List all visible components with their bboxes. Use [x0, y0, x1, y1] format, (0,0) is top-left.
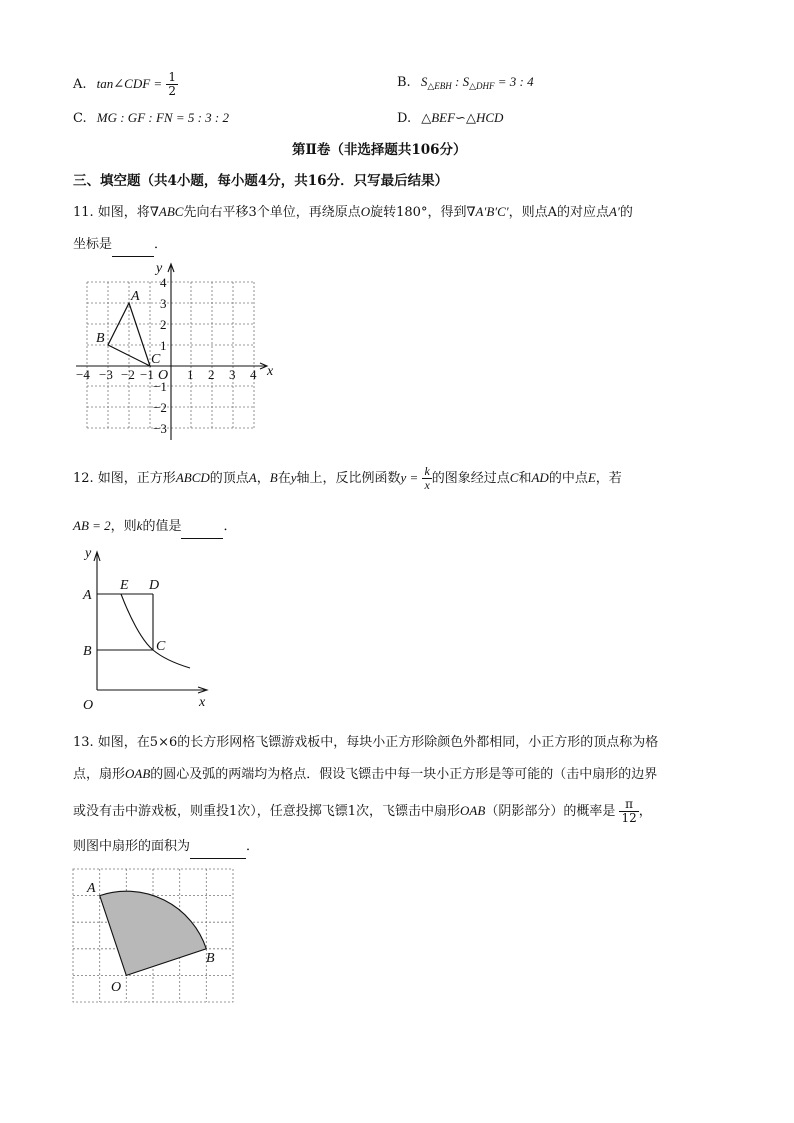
section-three-title: 三、填空题（共4小题，每小题4分，共16分．只写最后结果） — [73, 173, 449, 189]
q12-axis-y-label: y — [85, 546, 92, 561]
q12-math-ab-eq-2: AB = 2 — [73, 518, 111, 533]
q13-point-o-label: O — [111, 980, 122, 995]
q13-point-b-label: B — [206, 951, 215, 966]
q11-origin-label: O — [158, 368, 169, 383]
option-b-rhs: = 3 : 4 — [494, 74, 534, 89]
q13-math-oab: OAB — [125, 766, 151, 781]
q11-y-tick-3: 3 — [160, 296, 167, 311]
q12-math-b: B — [269, 470, 278, 485]
q12-point-c-label: C — [156, 639, 166, 654]
option-d-label: D. — [397, 111, 412, 126]
q11-text-c: 旋转180°，得到 — [370, 205, 467, 220]
q12-text-b: 的顶点 — [209, 471, 249, 486]
q12-origin-label: O — [83, 698, 94, 713]
q12-point-d-label: D — [149, 578, 160, 593]
q12-hyperbola-curve — [121, 594, 190, 668]
q13-line3-text-b: （阴影部分）的概率是 — [485, 804, 616, 819]
option-a-label: A. — [73, 77, 87, 92]
q12-text-g: 和 — [518, 471, 532, 486]
q11-text-a: 11. 如图，将 — [73, 205, 150, 220]
q12-point-e-label: E — [120, 578, 129, 593]
q11-line2-text: 坐标是 — [73, 237, 113, 252]
q11-tick-labels — [76, 275, 257, 436]
q12-math-c: C — [509, 470, 519, 485]
q11-math-a-prime: A′ — [609, 204, 620, 219]
option-a — [73, 66, 178, 102]
q11-point-c-label: C — [151, 352, 161, 367]
q11-axis-y-label: y — [156, 261, 163, 276]
q11-x-tick-4: 4 — [250, 367, 257, 382]
q11-text-b: 先向右平移3个单位，再绕原点 — [183, 205, 361, 220]
q12-line2-end: ． — [223, 519, 237, 534]
q12-text-c: ， — [256, 471, 270, 486]
q11-x-tick-2: 2 — [208, 367, 215, 382]
q13-line3-end: ， — [638, 804, 652, 819]
option-b-s1: S — [420, 74, 428, 89]
q12-math-k: k — [136, 518, 143, 533]
q12-text-f: 的图象经过点 — [431, 471, 510, 486]
q11-figure — [70, 260, 280, 445]
option-a-fraction — [166, 71, 178, 98]
option-b-label: B. — [397, 75, 411, 90]
q11-line2-end: ． — [154, 237, 168, 252]
q12-math-abcd: ABCD — [175, 470, 210, 485]
q11-text-e: 的 — [619, 205, 633, 220]
q11-y-tick-neg1: −1 — [153, 379, 167, 394]
q12-frac-den: x — [424, 478, 430, 492]
q13-line4 — [73, 836, 259, 859]
option-a-expr: tan∠CDF = — [96, 76, 163, 91]
q12-text-e: 轴上，反比例函数 — [296, 471, 401, 486]
q12-line1 — [73, 458, 622, 498]
q12-axes — [94, 552, 207, 693]
q11-x-tick-1: 1 — [187, 367, 194, 382]
q11-x-tick-neg2: −2 — [121, 367, 135, 382]
q13-frac-num: π — [619, 798, 638, 812]
option-b-s2: S — [462, 74, 470, 89]
q12-axis-x-label: x — [199, 695, 206, 710]
q13-fraction-pi-over-12 — [619, 798, 638, 825]
option-d-expr: △BEF∽△HCD — [421, 110, 504, 125]
q13-line4-end: ． — [246, 839, 260, 854]
q12-line2-text-b: 的值是 — [142, 519, 182, 534]
q11-y-tick-1: 1 — [160, 338, 167, 353]
option-c-expr: MG : GF : FN = 5 : 3 : 2 — [96, 110, 230, 125]
q11-y-tick-2: 2 — [160, 317, 167, 332]
q12-math-e: E — [587, 470, 596, 485]
q12-point-a-label: A — [83, 588, 92, 603]
q13-math-oab-2: OAB — [460, 803, 486, 818]
q13-frac-den: 12 — [621, 811, 637, 825]
q13-line2-text-b: 的圆心及弧的两端均为格点．假设飞镖击中每一块小正方形是等可能的（击中扇形的边界 — [150, 767, 658, 782]
q11-math-abc-prime: ∇A′B′C′ — [466, 204, 509, 219]
option-a-den: 2 — [168, 84, 176, 98]
q13-line2-text-a: 点，扇形 — [73, 767, 126, 782]
q12-text-i: ，若 — [595, 471, 622, 486]
q11-line1 — [73, 201, 633, 224]
q13-line4-text: 则图中扇形的面积为 — [73, 839, 191, 854]
q12-figure — [75, 540, 220, 715]
option-b — [397, 70, 534, 98]
option-b-sub2: △DHF — [469, 81, 495, 91]
q12-math-yeq: y = — [400, 470, 419, 485]
q13-line2 — [73, 763, 657, 786]
q12-point-b-label: B — [83, 644, 92, 659]
q11-math-o: O — [360, 204, 371, 219]
q11-y-tick-neg3: −3 — [153, 421, 167, 436]
option-b-sub1: △EBH — [427, 81, 452, 91]
q13-line3 — [73, 791, 652, 831]
q11-y-tick-4: 4 — [160, 275, 167, 290]
q12-math-y: y — [290, 470, 297, 485]
q12-text-h: 的中点 — [548, 471, 588, 486]
q11-axes — [76, 264, 267, 440]
q11-point-a-label: A — [131, 289, 140, 304]
option-d — [397, 107, 503, 130]
option-c — [73, 107, 229, 130]
q11-x-tick-neg3: −3 — [99, 367, 113, 382]
q12-line2 — [73, 515, 236, 539]
q12-text-a: 12. 如图，正方形 — [73, 471, 176, 486]
q12-text-d: 在 — [277, 471, 291, 486]
q13-line1: 13. 如图，在5×6的长方形网格飞镖游戏板中，每块小正方形除颜色外都相同，小正方形的顶点称为格 — [73, 735, 659, 750]
q11-math-abc: ∇ABC — [149, 204, 184, 219]
q13-point-a-label: A — [87, 881, 96, 896]
q12-math-a: A — [248, 470, 257, 485]
q12-answer-blank[interactable] — [181, 516, 223, 539]
q11-answer-blank[interactable] — [112, 234, 154, 257]
q12-math-ad: AD — [531, 470, 549, 485]
q12-frac-num: k — [424, 464, 430, 478]
q13-line3-text-a: 或没有击中游戏板，则重投1次），任意投掷飞镖1次，飞镖击中扇形 — [73, 804, 461, 819]
q12-fraction-k-over-x — [422, 465, 431, 492]
q11-x-tick-3: 3 — [229, 367, 236, 382]
q11-x-tick-neg4: −4 — [76, 367, 90, 382]
option-b-sep: : — [451, 74, 463, 89]
option-c-label: C. — [73, 111, 87, 126]
section-ii-title: 第Ⅱ卷（非选择题共106分） — [292, 142, 467, 158]
q11-line2 — [73, 234, 167, 257]
q13-figure — [70, 866, 240, 1006]
q11-axis-x-label: x — [267, 364, 274, 379]
q12-line2-text-a: ，则 — [110, 519, 137, 534]
q11-y-tick-neg2: −2 — [153, 400, 167, 415]
q11-point-b-label: B — [96, 331, 105, 346]
q13-sector-oab — [100, 891, 207, 975]
q11-x-tick-neg1: −1 — [140, 367, 154, 382]
option-a-num: 1 — [168, 70, 176, 84]
q13-answer-blank[interactable] — [190, 836, 246, 859]
q11-text-d: ，则点A的对应点 — [508, 205, 610, 220]
